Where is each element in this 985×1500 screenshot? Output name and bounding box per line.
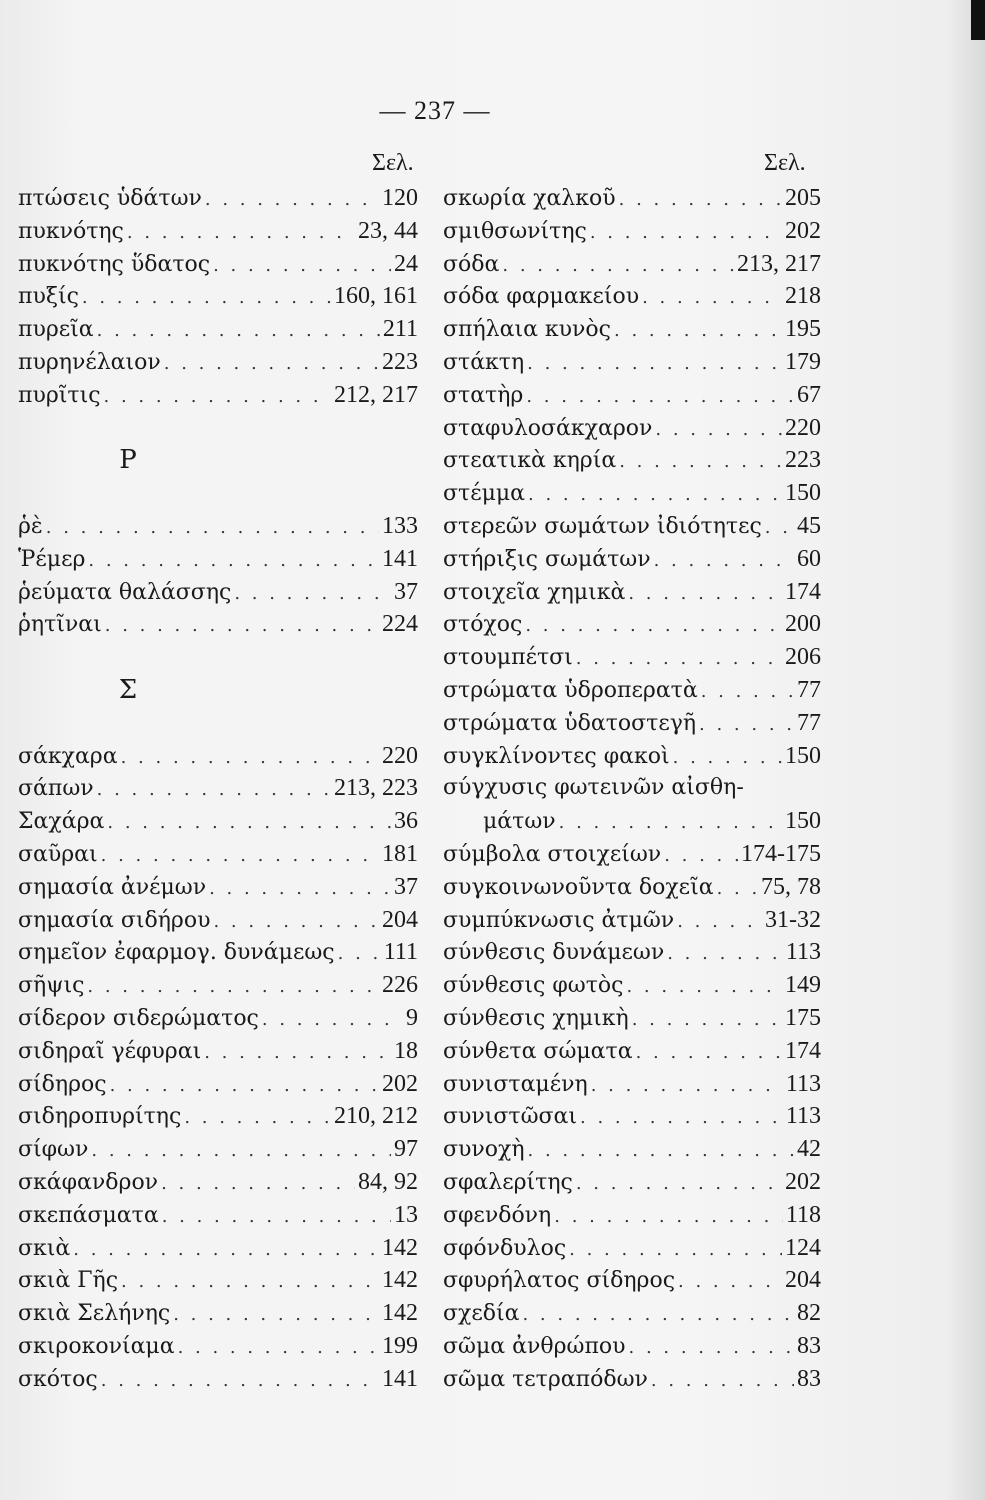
index-term: σύνθετα σώματα [443,1038,633,1064]
index-term: πυκνότης [18,218,124,244]
index-entry [443,1232,821,1265]
section-letter [18,674,418,707]
index-entry [443,1297,821,1330]
leader-dots [105,610,379,643]
leader-dots [654,545,794,578]
leader-dots [626,971,782,1004]
page-reference: 150 [785,742,821,769]
leader-dots [73,1234,379,1267]
page-reference: 210, 212 [334,1103,418,1130]
index-entry [18,576,418,609]
index-term: σύγχυσις φωτεινῶν αἰσθη- [443,775,744,801]
leader-dots [184,1102,331,1135]
leader-dots [502,250,734,283]
page-reference: 175 [785,1004,821,1031]
index-entry [18,1166,418,1199]
leader-dots [87,971,379,1004]
page-reference: 67 [797,381,821,408]
page-reference: 223 [382,348,418,375]
page-reference: 9 [406,1004,418,1031]
leader-dots [576,1168,782,1201]
index-entry [443,346,821,379]
page-reference: 202 [785,217,821,244]
index-term: στερεῶν σωμάτων ἰδιότητες [443,513,762,539]
index-term: στήριξις σωμάτων [443,546,651,572]
leader-dots [717,873,758,906]
section-letter-text: Σ [118,674,138,705]
index-entry [443,1068,821,1101]
index-term: πυξίς [18,284,79,310]
index-entry [18,280,418,313]
page-reference: 141 [382,1365,418,1392]
index-term: συγκλίνοντες φακοὶ [443,743,670,769]
leader-dots [213,250,391,283]
index-term: σαῦραι [18,841,98,867]
index-entry [443,313,821,346]
leader-dots [651,1365,794,1398]
leader-dots [121,742,379,775]
index-term: ῥὲ [18,513,43,539]
right-index-column [443,182,821,1395]
leader-dots [88,545,379,578]
index-term: σημασία σιδήρου [18,907,211,933]
index-term: ῥεύματα θαλάσσης [18,579,232,605]
leader-dots [528,1135,794,1168]
leader-dots [107,807,391,840]
index-term: σῆψις [18,973,85,999]
index-entry [443,1002,821,1035]
leader-dots [525,610,782,643]
index-entry [443,510,821,543]
page-reference: 202 [382,1070,418,1097]
page-reference: 204 [785,1267,821,1294]
index-entry [443,707,821,740]
index-term: σύνθεσις δυνάμεων [443,940,665,966]
leader-dots [678,1266,782,1299]
index-term: σκιροκονίαμα [18,1333,175,1359]
leader-dots [590,217,782,250]
page-reference: 174 [785,1037,821,1064]
index-term: συγκοινωνοῦντα δοχεῖα [443,874,714,900]
index-entry [443,1199,821,1232]
blank-line [18,641,418,674]
index-entry [443,805,821,838]
index-entry [443,280,821,313]
page-reference: 45 [797,512,821,539]
index-entry [18,1068,418,1101]
leader-dots [619,184,782,217]
leader-dots [101,840,379,873]
page-reference: 149 [785,972,821,999]
index-entry [18,904,418,937]
page-reference: 223 [785,447,821,474]
index-entry [443,740,821,773]
index-term: σόδα [443,251,500,277]
section-letter [18,444,418,477]
index-entry [18,772,418,805]
page-reference: 211 [382,316,418,343]
index-term: στατὴρ [443,382,524,408]
leader-dots [614,315,782,348]
index-term: στάκτη [443,349,525,375]
page-reference: 174 [785,578,821,605]
index-term: σφενδόνη [443,1202,552,1228]
page-reference: 24 [394,250,418,277]
index-term: σύνθεσις φωτὸς [443,973,624,999]
leader-dots [642,282,782,315]
index-term: μάτων [483,809,556,835]
index-term: συμπύκνωσις ἀτμῶν [443,907,675,933]
page-reference: 150 [785,808,821,835]
page-reference: 220 [785,414,821,441]
index-term: στέμμα [443,481,526,507]
index-entry [18,346,418,379]
index-term: σημασία ἀνέμων [18,874,207,900]
page-reference: 195 [785,316,821,343]
page-reference: 42 [797,1136,821,1163]
index-term: σφαλερίτης [443,1169,573,1195]
leader-dots [178,1332,379,1365]
page-reference: 37 [394,873,418,900]
page-reference: 113 [785,939,821,966]
index-term: σφυρήλατος σίδηρος [443,1268,676,1294]
index-entry [443,1035,821,1068]
index-entry [18,1035,418,1068]
leader-dots [110,1070,379,1103]
index-entry [443,1330,821,1363]
page-reference: 179 [785,348,821,375]
leader-dots [554,1201,783,1234]
leader-dots [173,1299,379,1332]
page-reference: 23, 44 [358,217,418,244]
leader-dots [559,807,782,840]
index-term: σόδα φαρμακείου [443,284,640,310]
leader-dots [528,479,782,512]
leader-dots [655,414,782,447]
blank-line [18,412,418,445]
page-reference: 13 [394,1201,418,1228]
page-reference: 60 [797,545,821,572]
page-reference: 202 [785,1168,821,1195]
index-term: σκωρία χαλκοῦ [443,186,616,211]
index-entry [443,412,821,445]
leader-dots [338,938,381,971]
index-entry [18,608,418,641]
index-entry [18,740,418,773]
page-reference: 37 [394,578,418,605]
index-entry [443,1166,821,1199]
index-term: πυκνότης ὕδατος [18,251,211,277]
index-term: σίδερον σιδερώματος [18,1005,259,1031]
page-reference: 181 [382,840,418,867]
leader-dots [127,217,355,250]
index-entry [18,838,418,871]
leader-dots [619,446,782,479]
index-entry [443,477,821,510]
leader-dots [699,709,794,742]
page-reference: 174-175 [741,840,821,867]
leader-dots [91,1135,391,1168]
leader-dots [161,1168,355,1201]
index-term: σκιὰ Σελήνης [18,1301,171,1327]
leader-dots [204,1037,391,1070]
index-term: συνισταμένη [443,1071,588,1097]
index-entry [443,182,821,215]
index-term: στρώματα ὑδατοστεγῆ [443,710,697,736]
page-number: — 237 — [379,96,491,125]
page-reference: 204 [382,906,418,933]
index-term: συνιστῶσαι [443,1104,578,1130]
index-entry [443,444,821,477]
index-entry [443,1100,821,1133]
page-reference: 150 [785,480,821,507]
index-entry [443,904,821,937]
index-term: σῶμα τετραπόδων [443,1366,648,1392]
index-term: στεατικὰ κηρία [443,448,617,474]
page-reference: 83 [797,1365,821,1392]
index-term: σίδηρος [18,1071,107,1097]
page-reference: 213, 223 [334,775,418,802]
leader-dots [701,676,794,709]
leader-dots [664,840,738,873]
page-reference: 212, 217 [334,381,418,408]
index-entry [443,608,821,641]
index-entry [443,969,821,1002]
page-reference: 84, 92 [358,1168,418,1195]
leader-dots [628,578,782,611]
index-entry [443,772,821,805]
index-entry [18,1264,418,1297]
index-term: σφόνδυλος [443,1235,567,1261]
leader-dots [97,315,380,348]
page-reference: 206 [785,644,821,671]
index-entry [443,1133,821,1166]
index-term: σημεῖον ἐφαρμογ. δυνάμεως [18,940,335,966]
page-reference: 220 [382,742,418,769]
page-reference: 205 [785,185,821,211]
index-entry [18,1133,418,1166]
index-entry [443,576,821,609]
index-entry [18,215,418,248]
index-entry [18,1330,418,1363]
index-term: Σαχάρα [18,809,105,835]
index-term: σάπων [18,776,94,802]
index-term: στρώματα ὑδροπερατὰ [443,677,698,703]
left-column-heading: Σελ. [372,150,414,176]
leader-dots [121,1266,379,1299]
page-reference: 142 [382,1300,418,1327]
page-reference: 142 [382,1234,418,1261]
leader-dots [234,578,391,611]
page-reference: 200 [785,611,821,638]
index-entry [443,936,821,969]
index-term: σκιὰ Γῆς [18,1268,119,1294]
leader-dots [209,873,391,906]
leader-dots [677,906,762,939]
leader-dots [580,1102,783,1135]
leader-dots [82,282,331,315]
page-reference: 36 [394,808,418,835]
page-reference: 118 [785,1201,821,1228]
page-reference: 218 [785,283,821,310]
page-reference: 113 [785,1103,821,1130]
leader-dots [765,512,794,545]
page-reference: 31-32 [765,906,821,933]
index-entry [18,543,418,576]
left-index-column [18,182,418,1395]
index-entry [443,215,821,248]
leader-dots [667,938,783,971]
page-reference: 77 [797,709,821,736]
index-entry [443,1264,821,1297]
page-reference: 142 [382,1267,418,1294]
index-entry [18,510,418,543]
index-term: σίφων [18,1137,89,1163]
leader-dots [262,1004,403,1037]
index-term: σύμβολα στοιχείων [443,841,662,867]
index-term: σμιθσωνίτης [443,218,587,244]
page-reference: 120 [382,185,418,211]
index-term: σχεδία [443,1301,520,1327]
index-entry [18,1297,418,1330]
blank-line [18,707,418,740]
leader-dots [576,643,782,676]
leader-dots [164,348,379,381]
index-term: Ῥέμερ [18,546,86,572]
index-entry [443,248,821,281]
page-reference: 97 [394,1136,418,1163]
leader-dots [636,1037,782,1070]
index-term: σπήλαια κυνὸς [443,317,611,343]
page-reference: 160, 161 [334,283,418,310]
leader-dots [162,1201,391,1234]
index-term: πυρῖτις [18,382,101,408]
leader-dots [101,1365,379,1398]
leader-dots [673,742,782,775]
index-entry [443,871,821,904]
index-term: πυρηνέλαιον [18,349,161,375]
index-entry [18,313,418,346]
leader-dots [213,906,379,939]
page-reference: 199 [382,1332,418,1359]
index-entry [18,248,418,281]
leader-dots [632,1004,782,1037]
page-reference: 82 [797,1300,821,1327]
index-entry [18,1002,418,1035]
index-entry [18,1100,418,1133]
right-column-heading: Σελ. [764,150,806,176]
index-entry [18,1199,418,1232]
index-term: σάκχαρα [18,743,118,769]
page-reference: 83 [797,1332,821,1359]
page-reference: 213, 217 [737,250,821,277]
page-reference: 77 [797,676,821,703]
index-term: συνοχὴ [443,1137,525,1163]
index-entry [18,805,418,838]
index-term: πυρεῖα [18,317,94,343]
leader-dots [522,1299,794,1332]
leader-dots [205,184,379,217]
leader-dots [629,1332,794,1365]
page-reference: 113 [785,1070,821,1097]
index-term: σῶμα ἀνθρώπου [443,1333,626,1359]
page-reference: 226 [382,972,418,999]
index-entry [18,182,418,215]
section-letter-text: Ρ [119,445,137,476]
index-entry [443,838,821,871]
index-term: σκότος [18,1366,98,1392]
index-term: ῥητῖναι [18,612,102,638]
index-term: σκιὰ [18,1235,71,1261]
index-entry [18,379,418,412]
index-term: σταφυλοσάκχαρον [443,415,653,441]
index-entry [443,641,821,674]
leader-dots [569,1234,782,1267]
leader-dots [46,512,379,545]
index-term: σκάφανδρον [18,1169,159,1195]
index-entry [18,1363,418,1396]
scan-edge-shadow [971,0,985,40]
page-reference: 75, 78 [761,873,821,900]
page-reference: 18 [394,1037,418,1064]
page-reference: 111 [383,939,418,966]
index-entry [443,674,821,707]
blank-line [18,477,418,510]
index-entry [18,936,418,969]
index-term: στοιχεῖα χημικὰ [443,579,626,605]
page-reference: 124 [785,1234,821,1261]
leader-dots [104,381,331,414]
index-entry [443,379,821,412]
index-entry [18,871,418,904]
leader-dots [527,348,782,381]
index-term: στουμπέτσι [443,645,573,671]
index-entry [443,543,821,576]
leader-dots [526,381,794,414]
leader-dots [591,1070,783,1103]
index-entry [443,1363,821,1396]
leader-dots [97,774,331,807]
index-entry [18,1232,418,1265]
index-term: σιδηροπυρίτης [18,1104,182,1130]
index-term: πτώσεις ὑδάτων [18,186,202,211]
index-term: σκεπάσματα [18,1202,159,1228]
index-entry [18,969,418,1002]
index-term: σύνθεσις χημικὴ [443,1005,629,1031]
index-term: σιδηραῖ γέφυραι [18,1038,202,1064]
index-term: στόχος [443,612,523,638]
page-reference: 224 [382,611,418,638]
page-reference: 133 [382,512,418,539]
page-reference: 141 [382,545,418,572]
